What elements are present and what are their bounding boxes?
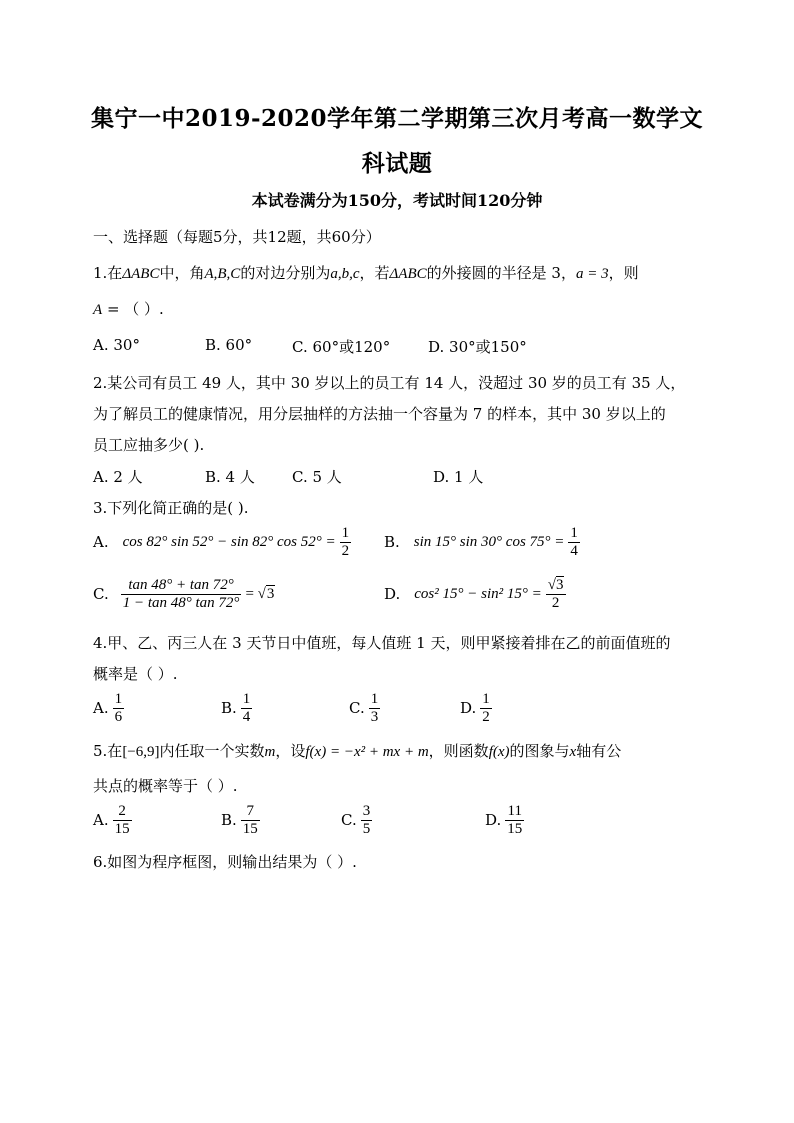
q1-text-b: 中，角 xyxy=(159,264,205,282)
radicand: 3 xyxy=(556,576,564,593)
q1-text-a: 1.在 xyxy=(93,264,123,282)
q3-option-c xyxy=(93,574,275,614)
fraction-denominator: 5 xyxy=(362,820,371,837)
q5-function-2: f(x) xyxy=(488,744,510,760)
q5-text-c: ，设 xyxy=(275,742,306,760)
fraction-denominator: 2 xyxy=(341,542,350,559)
question-2-line2: 为了解员工的健康情况，用分层抽样的方法抽一个容量为 7 的样本，其中 30 岁以上的 xyxy=(93,405,666,423)
q3-option-b xyxy=(384,522,580,562)
q4-option-b-label: B. xyxy=(221,699,237,717)
q3-option-a xyxy=(93,522,351,562)
q4-option-b xyxy=(221,688,252,728)
q5-var-m: m xyxy=(264,744,276,760)
q5-option-a-label: A. xyxy=(93,811,109,829)
q1-angles: A,B,C xyxy=(204,266,241,282)
fraction-numerator: 3 xyxy=(362,802,371,819)
q5-option-c xyxy=(341,800,372,840)
fraction-numerator: 1 xyxy=(570,524,578,541)
q3-option-d-label: D. xyxy=(384,585,401,603)
question-1-stem-line2 xyxy=(93,298,164,319)
fraction-denominator: 4 xyxy=(242,708,251,725)
q1-var-a: A xyxy=(93,302,103,318)
q5-text-d: ，则函数 xyxy=(428,742,489,760)
question-4-line1: 4.甲、乙、丙三人在 3 天节日中值班，每人值班 1 天，则甲紧接着排在乙的前面值班的 xyxy=(93,634,671,652)
q5-option-b xyxy=(221,800,260,840)
fraction-denominator: 15 xyxy=(242,820,258,837)
q5-option-b-label: B. xyxy=(221,811,237,829)
q1-sides: a,b,c xyxy=(330,266,360,282)
radicand: 3 xyxy=(266,585,275,602)
q4-option-a-fraction xyxy=(113,691,125,726)
fraction-denominator: 15 xyxy=(114,820,130,837)
q2-option-a: A. 2 人 xyxy=(93,468,143,486)
fraction-denominator: 15 xyxy=(507,820,523,837)
q4-option-c-label: C. xyxy=(349,699,365,717)
q4-option-a-label: A. xyxy=(93,699,109,717)
q5-option-d-label: D. xyxy=(485,811,502,829)
q5-option-c-fraction xyxy=(361,803,373,838)
fraction-denominator: 2 xyxy=(551,594,560,611)
fraction-denominator: 3 xyxy=(370,708,379,725)
q3-option-a-expr: cos 82° sin 52° − sin 82° cos 52° = xyxy=(122,533,336,550)
q1-text-d: ，若 xyxy=(359,264,390,282)
q5-option-a-fraction xyxy=(113,803,132,838)
fraction-denominator: 2 xyxy=(482,708,490,725)
exam-title-line1: 集宁一中2019-2020学年第二学期第三次月考高一数学文 xyxy=(90,105,704,132)
sqrt-sign: √ xyxy=(547,576,556,593)
fraction-numerator xyxy=(546,577,566,595)
q3-option-d-fraction xyxy=(546,577,566,612)
q4-option-d-label: D. xyxy=(460,699,477,717)
q5-function: f(x) = −x² + mx + m xyxy=(305,744,429,760)
q1-option-a: A. 30° xyxy=(93,336,140,354)
fraction-numerator: 1 xyxy=(341,524,350,541)
q3-option-d xyxy=(384,574,566,614)
q3-option-c-label: C. xyxy=(93,585,109,603)
q3-option-d-expr: cos² 15° − sin² 15° = xyxy=(414,585,542,602)
q3-option-b-label: B. xyxy=(384,533,400,551)
fraction-numerator: 11 xyxy=(505,803,524,821)
exam-subtitle: 本试卷满分为150分，考试时间120分钟 xyxy=(251,191,543,210)
q5-option-a xyxy=(93,800,132,840)
q3-option-c-eq: = √ xyxy=(245,585,266,602)
q1-option-d: D. 30°或150° xyxy=(428,338,527,356)
q3-option-b-expr: sin 15° sin 30° cos 75° = xyxy=(413,533,565,550)
q1-given: a = 3 xyxy=(575,266,609,282)
fraction-numerator: tan 48° + tan 72° xyxy=(121,577,242,595)
q5-option-b-fraction xyxy=(241,803,260,838)
q5-axis: x xyxy=(569,744,577,760)
q4-option-d-fraction xyxy=(480,691,492,726)
q3-option-c-radicand xyxy=(266,586,276,603)
fraction-denominator: 6 xyxy=(114,708,123,725)
fraction-denominator: 1 − tan 48° tan 72° xyxy=(122,594,240,611)
q5-text-f: 轴有公 xyxy=(576,742,622,760)
q2-option-b: B. 4 人 xyxy=(205,468,255,486)
question-3-stem: 3.下列化简正确的是( ). xyxy=(93,499,249,517)
fraction-numerator: 1 xyxy=(370,690,379,707)
fraction-numerator: 7 xyxy=(241,803,260,821)
q5-text-a: 5.在 xyxy=(93,742,123,760)
fraction-numerator: 1 xyxy=(242,690,251,707)
question-5-line2: 共点的概率等于（ ）. xyxy=(93,777,238,795)
q3-option-b-fraction xyxy=(568,525,580,560)
fraction-numerator: 1 xyxy=(482,690,490,707)
q5-text-b: 内任取一个实数 xyxy=(159,742,265,760)
q5-option-d-fraction xyxy=(505,803,524,838)
fraction-denominator: 4 xyxy=(570,542,578,559)
q1-triangle-2: ΔABC xyxy=(389,266,427,282)
q4-option-c xyxy=(349,688,380,728)
q4-option-b-fraction xyxy=(241,691,253,726)
question-4-line2: 概率是（ ）. xyxy=(93,665,178,683)
q1-text-c: 的对边分别为 xyxy=(240,264,331,282)
q1-option-c: C. 60°或120° xyxy=(292,338,391,356)
question-2-line3: 员工应抽多少( ). xyxy=(93,436,205,454)
exam-title-line2: 科试题 xyxy=(361,150,433,177)
q1-triangle: ΔABC xyxy=(122,266,160,282)
q5-option-c-label: C. xyxy=(341,811,357,829)
q1-option-b: B. 60° xyxy=(205,336,253,354)
q3-option-a-label: A. xyxy=(93,533,109,551)
fraction-numerator: 2 xyxy=(113,803,132,821)
question-1-stem xyxy=(93,262,639,283)
q4-option-a xyxy=(93,688,124,728)
question-5-line1 xyxy=(93,740,621,761)
q5-option-d xyxy=(485,800,524,840)
q2-option-c: C. 5 人 xyxy=(292,468,342,486)
section-heading: 一、选择题（每题5分，共12题，共60分） xyxy=(93,228,381,246)
q5-text-e: 的图象与 xyxy=(509,742,570,760)
q4-option-d xyxy=(460,688,492,728)
fraction-numerator: 1 xyxy=(114,690,123,707)
q3-option-c-fraction xyxy=(121,577,242,612)
question-6-stem: 6.如图为程序框图，则输出结果为（ ）. xyxy=(93,853,357,871)
q1-text-e: 的外接圆的半径是 3， xyxy=(426,264,576,282)
q2-option-d: D. 1 人 xyxy=(433,468,484,486)
question-2-line1: 2.某公司有员工 49 人，其中 30 岁以上的员工有 14 人，没超过 30 岁的员工有 35 人， xyxy=(93,374,686,392)
q1-text-line2: = （ ）. xyxy=(102,300,164,318)
q3-option-a-fraction xyxy=(340,525,352,560)
q4-option-c-fraction xyxy=(369,691,381,726)
q5-interval: [−6,9] xyxy=(122,744,160,760)
q1-text-f: ，则 xyxy=(608,264,639,282)
